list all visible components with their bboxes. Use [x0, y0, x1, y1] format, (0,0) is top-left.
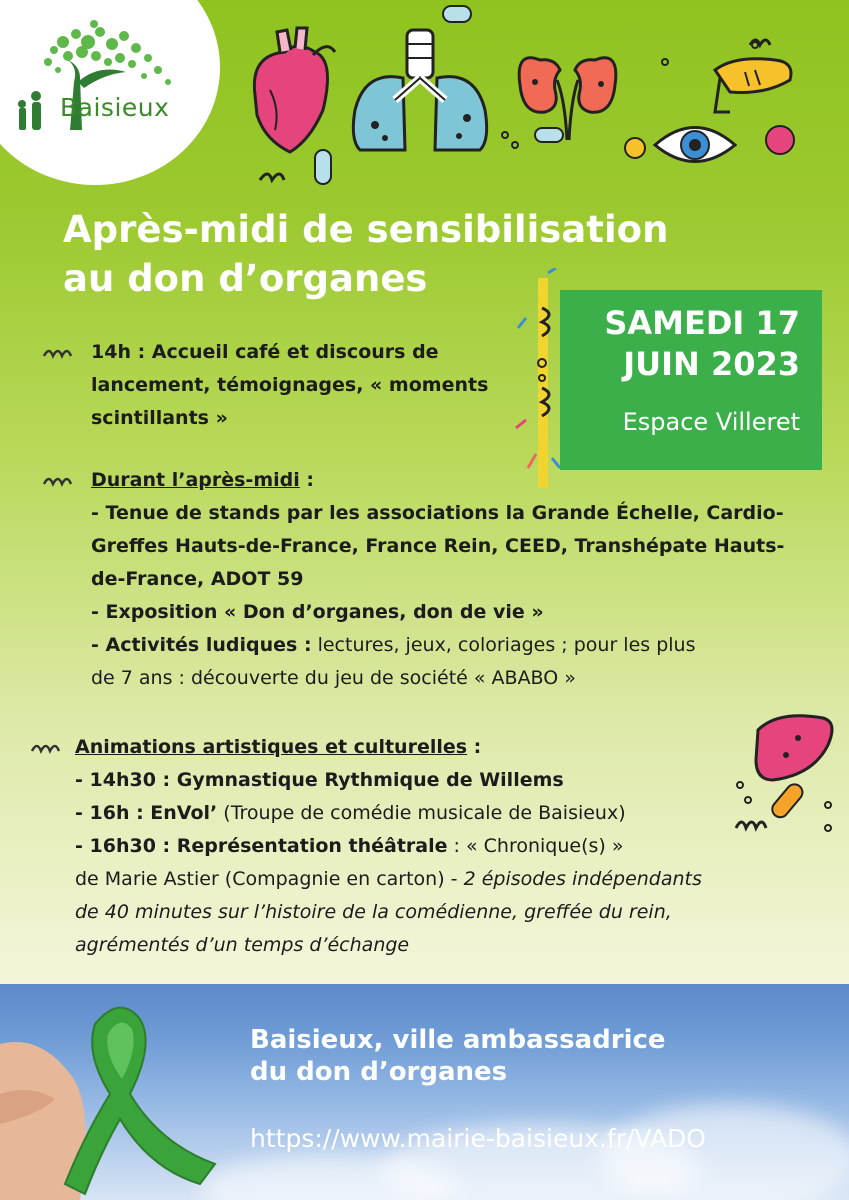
program-s3-line-4-italic: 2 épisodes indépendants — [463, 868, 702, 890]
program-section-3 — [75, 731, 702, 962]
title-line-2: au don d’organes — [63, 257, 428, 300]
program-s2-line-2: Greffes Hauts-de-France, France Rein, CEED, Transhépate Hauts- — [91, 535, 785, 557]
squiggle-bullet-icon — [42, 346, 78, 360]
program-section-2 — [91, 464, 784, 695]
squiggle-bullet-icon — [30, 741, 66, 755]
date-box — [560, 290, 822, 470]
program-s3-line-2-rest: (Troupe de comédie musicale de Baisieux) — [217, 802, 626, 824]
page-title — [63, 205, 763, 303]
program-s1-line-1: 14h : Accueil café et discours de — [91, 341, 439, 363]
title-line-1: Après-midi de sensibilisation — [63, 208, 669, 251]
program-s3-line-6: agrémentés d’un temps d’échange — [75, 934, 410, 956]
venue: Espace Villeret — [622, 408, 800, 436]
confetti-decoration-icon — [508, 268, 568, 493]
program-s2-line-5-rest: lectures, jeux, coloriages ; pour les plus — [311, 634, 696, 656]
program-s2-line-5-bold: - Activités ludiques : — [91, 634, 312, 656]
liver-pill-illustration-icon — [728, 700, 843, 845]
date-line-2: JUIN 2023 — [623, 345, 800, 383]
program-s2-heading-colon: : — [299, 469, 314, 491]
green-ribbon-icon — [0, 984, 250, 1200]
program-s3-heading: Animations artistiques et culturelles — [75, 736, 468, 758]
program-s1-line-3: scintillants » — [91, 407, 228, 429]
footer-url[interactable]: https://www.mairie-baisieux.fr/VADO — [250, 1124, 706, 1153]
program-s2-line-4: - Exposition « Don d’organes, don de vie » — [91, 601, 544, 623]
footer-title-line-2: du don d’organes — [250, 1057, 508, 1087]
squiggle-bullet-icon — [42, 474, 78, 488]
heart-icon — [254, 28, 335, 152]
liver-icon — [715, 59, 791, 112]
program-s1-line-2: lancement, témoignages, « moments — [91, 374, 489, 396]
program-s3-line-3-bold: - 16h30 : Représentation théâtrale — [75, 835, 448, 857]
logo-text: Baisieux — [60, 93, 170, 122]
program-s3-line-5: de 40 minutes sur l’histoire de la comédienne, greffée du rein, — [75, 901, 672, 923]
program-s2-line-6: de 7 ans : découverte du jeu de société « ABABO » — [91, 667, 576, 689]
program-s3-line-2-bold: - 16h : EnVol’ — [75, 802, 218, 824]
organs-illustration — [235, 0, 849, 200]
program-s2-line-3: de-France, ADOT 59 — [91, 568, 304, 590]
program-s3-line-3-rest: : « Chronique(s) » — [447, 835, 624, 857]
lungs-icon — [353, 30, 486, 150]
program-s2-heading: Durant l’après-midi — [91, 469, 300, 491]
footer-title-line-1: Baisieux, ville ambassadrice — [250, 1025, 666, 1055]
footer-banner — [0, 984, 849, 1200]
program-s3-line-1: - 14h30 : Gymnastique Rythmique de Willems — [75, 769, 564, 791]
program-s3-heading-colon: : — [467, 736, 482, 758]
program-s2-line-1: - Tenue de stands par les associations la Grande Échelle, Cardio- — [91, 502, 784, 524]
eye-icon — [655, 128, 735, 162]
program-s3-line-4-plain: de Marie Astier (Compagnie en carton) - — [75, 868, 464, 890]
kidneys-icon — [519, 58, 616, 140]
program-section-1 — [91, 336, 488, 435]
date-line-1: SAMEDI 17 — [604, 304, 800, 342]
footer-title — [250, 1024, 666, 1088]
